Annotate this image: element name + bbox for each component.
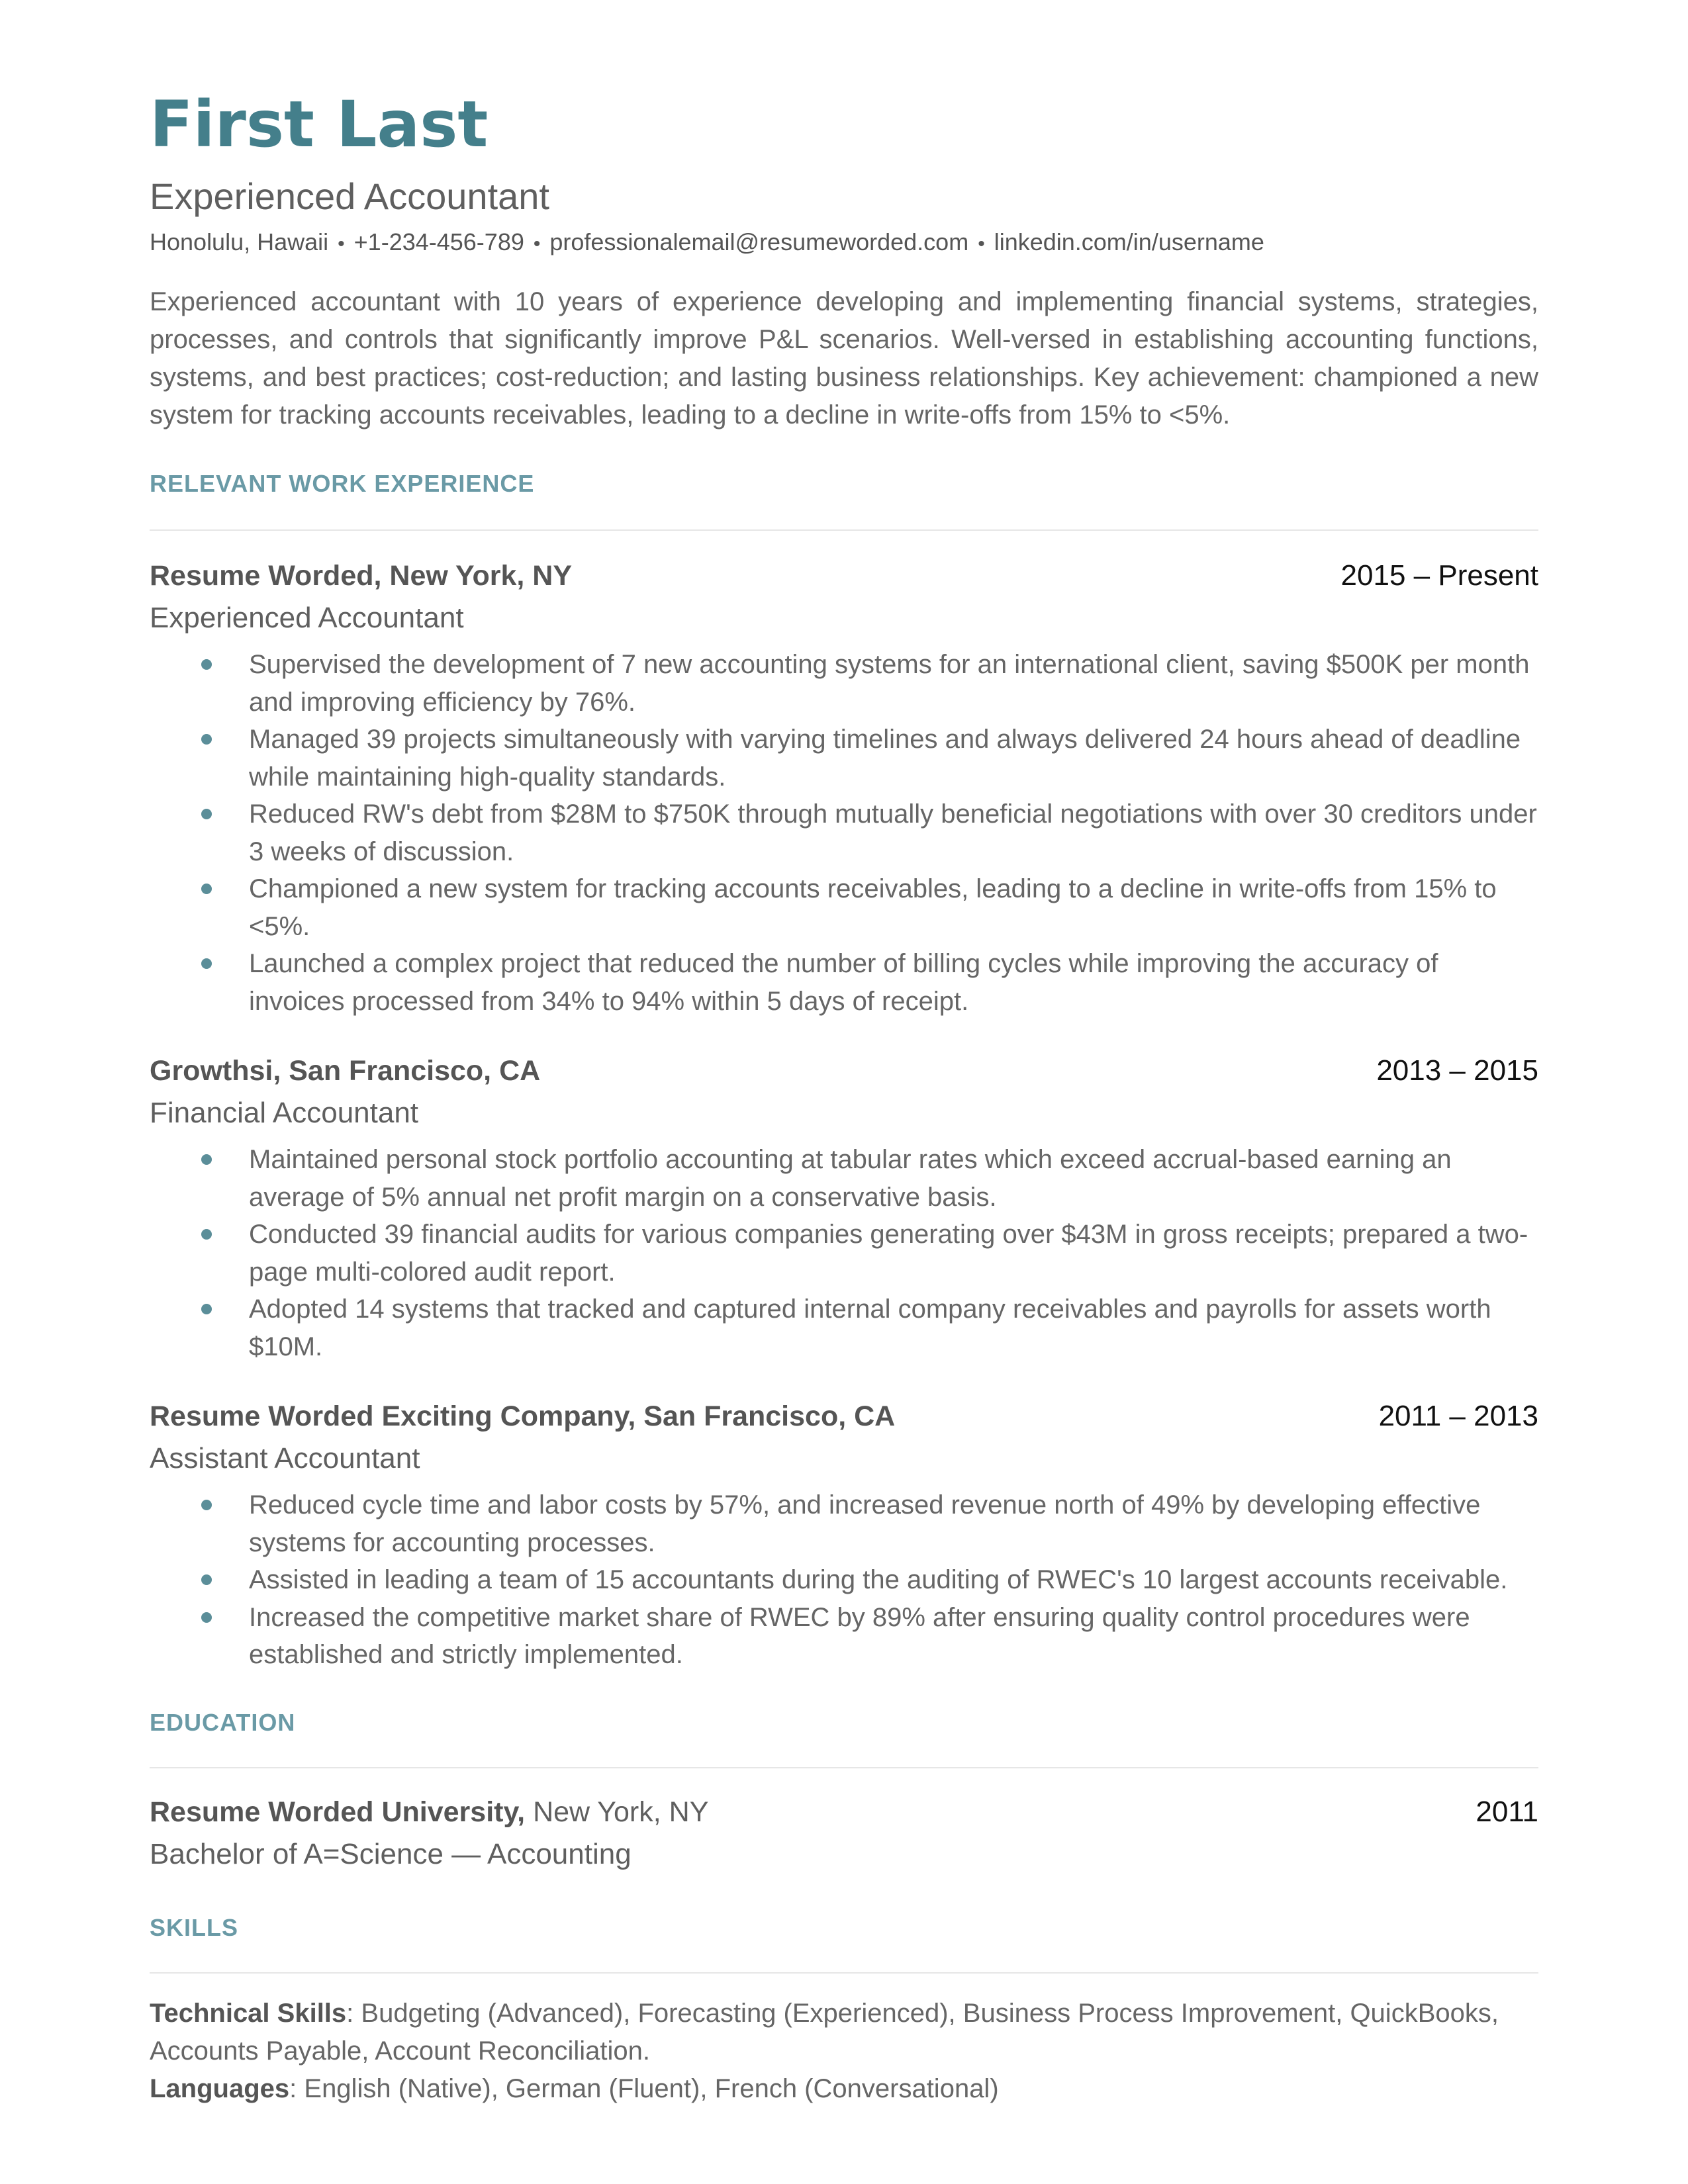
- bullet-dot-icon: [201, 1304, 212, 1314]
- contact-phone: +1-234-456-789: [353, 228, 524, 255]
- bullet-text: Conducted 39 financial audits for various companies generating over $43M in gross receipts; prepared a two-page multi-colored audit report.: [249, 1220, 1528, 1287]
- section-heading-experience: RELEVANT WORK EXPERIENCE: [150, 470, 535, 497]
- bullet-dot-icon: [201, 958, 212, 969]
- contact-separator: •: [338, 233, 345, 255]
- contact-separator: •: [978, 233, 985, 255]
- section-heading-skills: SKILLS: [150, 1914, 239, 1941]
- bullet-dot-icon: [201, 884, 212, 894]
- bullet-text: Adopted 14 systems that tracked and captured internal company receivables and payrolls for assets worth $10M.: [249, 1295, 1491, 1361]
- job-entry: [150, 1050, 1538, 1365]
- list-item: [150, 1141, 1538, 1216]
- contact-linkedin: linkedin.com/in/username: [994, 228, 1264, 255]
- contact-location: Honolulu, Hawaii: [150, 228, 329, 255]
- education-entry: [150, 1791, 1538, 1876]
- summary-paragraph: Experienced accountant with 10 years of experience developing and implementing financial systems, strategies, processes, and controls that significantly improve P&L scenarios. Well-versed in establishing accounting functions, systems, and best practices; cost-reduction; and lasting business relationships. Key achievement: championed a new system for tracking accounts receivables, leading to a decline in write-offs from 15% to <5%.: [150, 287, 1538, 430]
- bullet-text: Championed a new system for tracking accounts receivables, leading to a decline in write-offs from 15% to <5%.: [249, 874, 1497, 941]
- job-bullets: [150, 646, 1538, 1020]
- bullet-text: Increased the competitive market share of RWEC by 89% after ensuring quality control procedures were established and strictly implemented.: [249, 1602, 1470, 1669]
- job-role: Financial Accountant: [150, 1097, 419, 1129]
- job-entry: [150, 555, 1538, 1020]
- bullet-text: Supervised the development of 7 new accounting systems for an international client, saving $500K per month and improving efficiency by 76%.: [249, 650, 1530, 717]
- job-entry: [150, 1395, 1538, 1674]
- bullet-dot-icon: [201, 1500, 212, 1510]
- bullet-text: Managed 39 projects simultaneously with varying timelines and always delivered 24 hours ahead of deadline while maintaining high-quality standards.: [249, 725, 1521, 792]
- list-item: [150, 945, 1538, 1020]
- job-dates: 2013 – 2015: [1376, 1054, 1538, 1087]
- list-item: [150, 1291, 1538, 1365]
- list-item: [150, 1216, 1538, 1291]
- technical-skills-label: Technical Skills: [150, 1999, 347, 2028]
- contact-separator: •: [533, 233, 541, 255]
- education-year: 2011: [1476, 1796, 1538, 1828]
- job-company: Growthsi, San Francisco, CA: [150, 1055, 541, 1087]
- education-school-line: [150, 1791, 708, 1833]
- list-item: [150, 870, 1538, 945]
- job-dates: 2015 – Present: [1340, 559, 1538, 592]
- job-role: Assistant Accountant: [150, 1442, 420, 1475]
- job-header: [150, 1050, 1538, 1092]
- bullet-dot-icon: [201, 1612, 212, 1623]
- job-bullets: [150, 1141, 1538, 1365]
- bullet-dot-icon: [201, 1574, 212, 1585]
- job-role: Experienced Accountant: [150, 602, 464, 634]
- job-company: Resume Worded Exciting Company, San Francisco, CA: [150, 1400, 896, 1432]
- contact-email: professionalemail@resumeworded.com: [549, 228, 969, 255]
- technical-skills: [150, 1995, 1538, 2070]
- education-school: Resume Worded University,: [150, 1796, 526, 1828]
- job-bullets: [150, 1486, 1538, 1674]
- list-item: [150, 721, 1538, 796]
- job-header: [150, 555, 1538, 597]
- bullet-dot-icon: [201, 734, 212, 745]
- list-item: [150, 1599, 1538, 1674]
- list-item: [150, 646, 1538, 721]
- bullet-text: Reduced cycle time and labor costs by 57%, and increased revenue north of 49% by developing effective systems for accounting processes.: [249, 1490, 1481, 1557]
- candidate-name: First Last: [150, 87, 489, 161]
- section-divider: [150, 529, 1538, 531]
- bullet-dot-icon: [201, 1154, 212, 1165]
- education-header: [150, 1791, 1538, 1833]
- education-degree: Bachelor of A=Science — Accounting: [150, 1838, 632, 1870]
- section-heading-education: EDUCATION: [150, 1709, 296, 1736]
- languages-value: : English (Native), German (Fluent), French (Conversational): [289, 2074, 999, 2103]
- section-divider: [150, 1767, 1538, 1768]
- section-divider: [150, 1972, 1538, 1974]
- languages: [150, 2070, 1538, 2108]
- list-item: [150, 1561, 1538, 1599]
- candidate-title: Experienced Accountant: [150, 175, 549, 217]
- job-company: Resume Worded, New York, NY: [150, 560, 573, 592]
- list-item: [150, 1486, 1538, 1561]
- contact-line: [150, 228, 1264, 259]
- bullet-dot-icon: [201, 659, 212, 670]
- job-header: [150, 1395, 1538, 1437]
- education-location: New York, NY: [533, 1796, 709, 1828]
- technical-skills-value: : Budgeting (Advanced), Forecasting (Experienced), Business Process Improvement, QuickBooks, Accounts Payable, Account Reconciliation.: [150, 1999, 1499, 2066]
- bullet-text: Launched a complex project that reduced the number of billing cycles while improving the accuracy of invoices processed from 34% to 94% within 5 days of receipt.: [249, 949, 1438, 1016]
- job-dates: 2011 – 2013: [1378, 1400, 1538, 1432]
- bullet-dot-icon: [201, 809, 212, 819]
- bullet-dot-icon: [201, 1229, 212, 1240]
- bullet-text: Maintained personal stock portfolio accounting at tabular rates which exceed accrual-based earning an average of 5% annual net profit margin on a conservative basis.: [249, 1145, 1452, 1212]
- bullet-text: Assisted in leading a team of 15 accountants during the auditing of RWEC's 10 largest accounts receivable.: [249, 1565, 1508, 1594]
- bullet-text: Reduced RW's debt from $28M to $750K through mutually beneficial negotiations with over 30 creditors under 3 weeks of discussion.: [249, 799, 1537, 866]
- languages-label: Languages: [150, 2074, 290, 2103]
- list-item: [150, 796, 1538, 870]
